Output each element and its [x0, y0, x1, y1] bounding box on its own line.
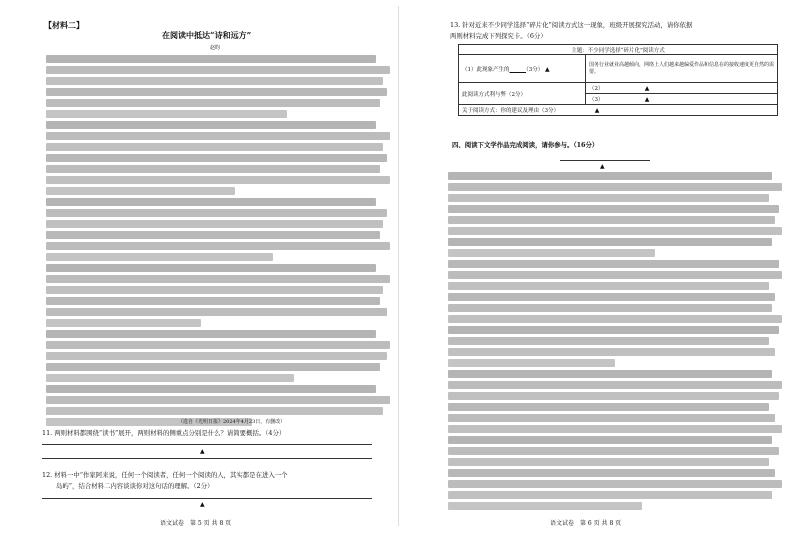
answer-line[interactable] [42, 458, 372, 459]
answer-line[interactable] [42, 444, 372, 445]
page-divider [398, 6, 399, 526]
row1-note: 国务行业就业高越倾向，网络上人们越来越偏爱作品和信息在的接收速度更自然的需要。 [586, 55, 778, 83]
row4-cell[interactable]: 关于阅读方式：你的建议及理由（3分） ▲ [459, 105, 778, 116]
story-body [448, 172, 782, 513]
section-4-heading: 四、阅读下文学作品完成阅读，请你参与。（16分） [452, 141, 599, 149]
triangle-mark-icon: ▲ [600, 163, 605, 170]
page-footer: 语文试卷 第 5 页 共 8 页 [160, 520, 232, 527]
row3-cell[interactable]: （3） ▲ [586, 94, 778, 105]
inquiry-card-table [458, 44, 778, 116]
question-11: 11. 两则材料都围绕“读书”展开，两则材料的侧重点分别是什么？请简要概括。（4分） [42, 429, 286, 437]
question-12-line2: 岛屿”，结合材料二内容谈谈你对这句话的理解。（2分） [56, 482, 214, 490]
article-title: 在阅读中抵达“诗和远方” [162, 30, 252, 40]
table-header: 主题：不少同学选择“碎片化”阅读方式 [459, 45, 778, 55]
question-12-line1: 12. 材料一中“作家阿来说，任何一个阅读者，任何一个阅读的人，其实都是在进入一个 [42, 471, 288, 479]
row1-label: （1）此现象产生的 （3分） ▲ [459, 55, 586, 83]
row2-cell[interactable]: （2） ▲ [586, 83, 778, 94]
material-tag: 【材料二】 [44, 20, 84, 30]
answer-line[interactable] [42, 498, 372, 499]
page-footer: 语文试卷 第 6 页 共 8 页 [550, 520, 622, 527]
article-author: 赵昀 [210, 45, 221, 51]
triangle-mark-icon: ▲ [200, 501, 205, 508]
source-note: （选自《光明日报》2024年4月23日，有删改） [178, 419, 286, 425]
triangle-mark-icon: ▲ [200, 448, 205, 455]
question-13-line2: 两则材料完成下列探究卡。（6分） [450, 32, 547, 40]
page-6 [400, 0, 794, 535]
row3-label: 此阅读方式利与弊（2分） [459, 83, 586, 105]
question-13-line1: 13. 针对近来不少同学选择“碎片化”阅读方式这一现象，班级开展探究活动，请你依据 [450, 21, 693, 29]
answer-line[interactable] [560, 160, 650, 161]
article-body [46, 55, 390, 429]
